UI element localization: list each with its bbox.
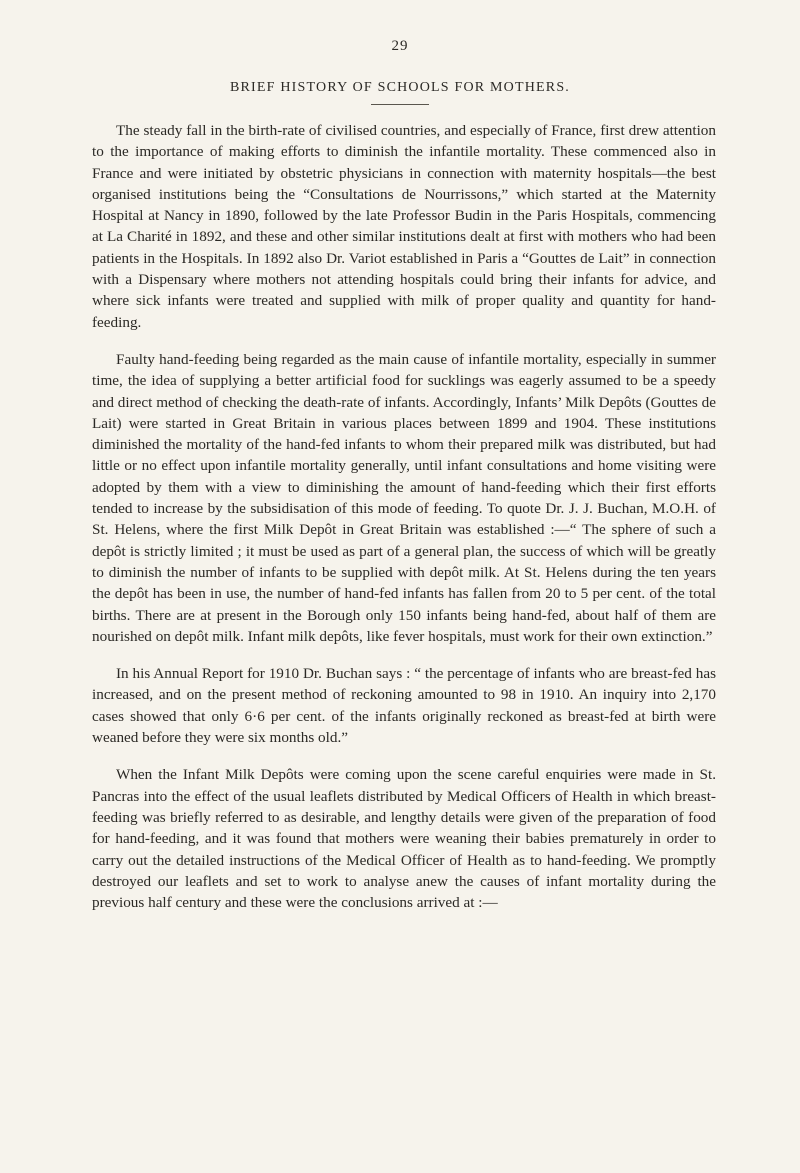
page-number: 29: [391, 38, 409, 54]
paragraph-1: The steady fall in the birth-rate of civilised countries, and especially of France, first drew attention to the importance of making efforts to diminish the infantile mortality. These commenced also in France and were initiated by obstetric physicians in connection with maternity hospitals—the best organised institutions being the “Consultations de Nourrissons,” which started at the Maternity Hospital at Nancy in 1890, followed by the late Professor Budin in the Paris Hospitals, commencing at La Charité in 1892, and these and other similar institutions dealt at first with mothers who had been patients in the Hospitals. In 1892 also Dr. Variot established in Paris a “Gouttes de Lait” in connection with a Dispensary where mothers not attending hospitals could bring their infants for advice, and where sick infants were treated and supplied with milk of proper quality and quantity for hand-feeding.: [92, 122, 716, 331]
body-text: [92, 120, 716, 913]
title-rule: [371, 104, 429, 105]
paragraph-4: When the Infant Milk Depôts were coming upon the scene careful enquiries were made in St. Pancras into the effect of the usual leaflets distributed by Medical Officers of Health in which breast-feeding was briefly referred to as desirable, and lengthy details were given of the preparation of food for hand-feeding, and it was found that mothers were weaning their babies prematurely in order to carry out the detailed instructions of the Medical Officer of Health as to hand-feeding. We promptly destroyed our leaflets and set to work to analyse anew the causes of infant mortality during the previous half century and these were the conclusions arrived at :—: [92, 766, 716, 912]
page-title: BRIEF HISTORY OF SCHOOLS FOR MOTHERS.: [229, 80, 571, 95]
paragraph-2: Faulty hand-feeding being regarded as the main cause of infantile mortality, especially in summer time, the idea of supplying a better artificial food for sucklings was eagerly assumed to be a speedy and direct method of checking the death-rate of infants. Accordingly, Infants’ Milk Depôts (Gouttes de Lait) were started in Great Britain in various places between 1899 and 1904. These institutions diminished the mortality of the hand-fed infants to whom their prepared milk was distributed, but had little or no effect upon infantile mortality generally, until infant consultations and home visiting were adopted by them with a view to diminishing the amount of hand-feeding which their first efforts tended to increase by the subsidisation of this mode of feeding. To quote Dr. J. J. Buchan, M.O.H. of St. Helens, where the first Milk Depôt in Great Britain was established :—“ The sphere of such a depôt is strictly limited ; it must be used as part of a general plan, the success of which will be greatly to diminish the number of infants to be supplied with depôt milk. At St. Helens during the ten years the depôt has been in use, the number of hand-fed infants has fallen from 20 to 5 per cent. of the total births. There are at present in the Borough only 150 infants being hand-fed, about half of them are nourished on depôt milk. Infant milk depôts, like fever hospitals, must work for their own extinction.”: [92, 350, 716, 645]
paragraph-3: In his Annual Report for 1910 Dr. Buchan says : “ the percentage of infants who are breast-fed has increased, and on the present method of reckoning amounted to 98 in 1910. An inquiry into 2,170 cases showed that only 6·6 per cent. of the infants originally reckoned as breast-fed at birth were weaned before they were six months old.”: [92, 665, 716, 747]
